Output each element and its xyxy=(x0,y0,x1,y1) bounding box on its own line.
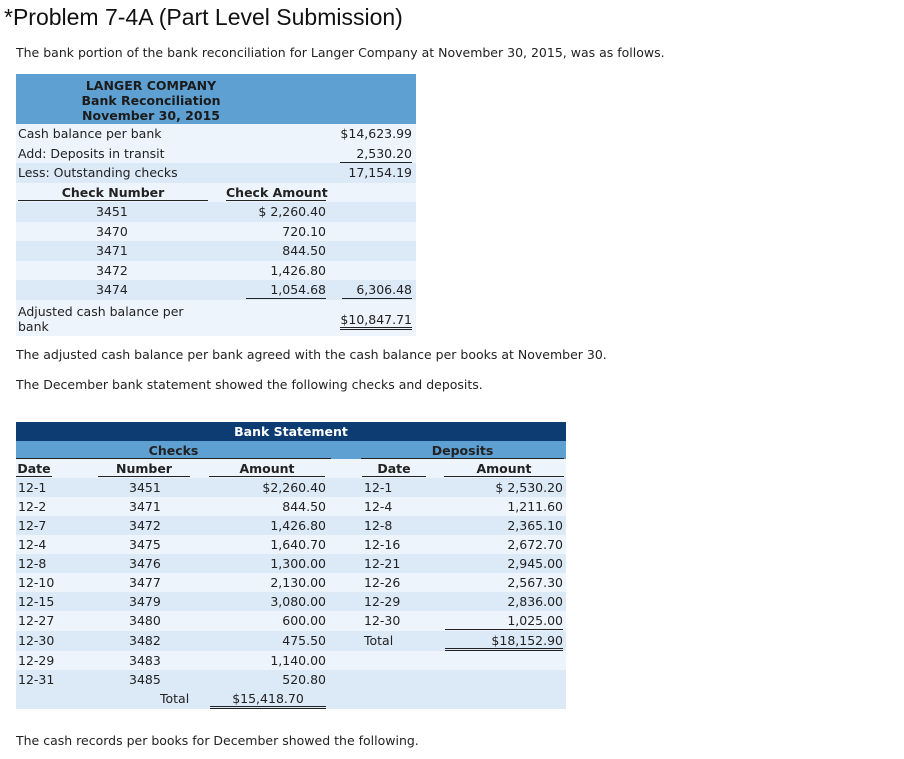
deposit-date: 12-29 xyxy=(364,594,401,609)
check-date: 12-31 xyxy=(18,672,55,687)
check-amount: 1,640.70 xyxy=(270,537,326,552)
bank-row xyxy=(16,573,566,592)
check-date: 12-2 xyxy=(18,499,47,514)
check-amount: 844.50 xyxy=(282,499,326,514)
cash-balance-value: $14,623.99 xyxy=(340,126,412,141)
bank-row xyxy=(16,478,566,497)
check-date: 12-4 xyxy=(18,537,47,552)
check-amount: 520.80 xyxy=(282,672,326,687)
deposit-date: Total xyxy=(364,633,394,648)
company-name: LANGER COMPANY xyxy=(85,78,217,93)
checks-total-value: $15,418.70 xyxy=(210,691,326,709)
check-amount: 600.00 xyxy=(282,613,326,628)
cash-balance-label: Cash balance per bank xyxy=(18,126,162,141)
check-amount-header: Check Amount xyxy=(226,184,328,200)
check-number: 3482 xyxy=(129,633,161,648)
col-deposit-amount-header: Amount xyxy=(444,461,564,477)
check-number: 3451 xyxy=(96,204,128,219)
bank-statement-title: Bank Statement xyxy=(16,422,566,441)
bank-row xyxy=(16,554,566,573)
checks-header-row xyxy=(16,183,416,203)
deposit-date: 12-21 xyxy=(364,556,401,571)
check-amount: 2,130.00 xyxy=(270,575,326,590)
deposit-amount: 2,836.00 xyxy=(507,594,563,609)
bank-row xyxy=(16,497,566,516)
adjusted-balance-value: $10,847.71 xyxy=(340,312,412,330)
col-date-header: Date xyxy=(17,461,51,476)
check-row xyxy=(16,280,416,300)
check-amount: 475.50 xyxy=(282,633,326,648)
bank-row xyxy=(16,631,566,651)
deposit-amount: 2,945.00 xyxy=(507,556,563,571)
check-date: 12-1 xyxy=(18,480,47,495)
checks-total-label: Total xyxy=(160,691,190,706)
deposit-amount: 1,025.00 xyxy=(445,613,563,630)
deposit-amount: 2,567.30 xyxy=(507,575,563,590)
outstanding-label: Less: Outstanding checks xyxy=(18,165,178,180)
check-date: 12-27 xyxy=(18,613,55,628)
check-amount: 844.50 xyxy=(282,243,326,258)
deposit-date: 12-8 xyxy=(364,518,393,533)
check-row xyxy=(16,261,416,281)
check-amount: 1,054.68 xyxy=(246,282,326,299)
reconciliation-header xyxy=(16,74,416,124)
deposit-amount: 1,211.60 xyxy=(507,499,563,514)
paragraph-cash-records: The cash records per books for December showed the following. xyxy=(16,733,419,748)
check-number: 3483 xyxy=(129,653,161,668)
check-number: 3472 xyxy=(129,518,161,533)
check-date: 12-8 xyxy=(18,556,47,571)
bank-row xyxy=(16,592,566,611)
deposit-amount: $18,152.90 xyxy=(445,633,563,651)
check-number: 3476 xyxy=(129,556,161,571)
check-date: 12-7 xyxy=(18,518,47,533)
check-date: 12-15 xyxy=(18,594,55,609)
adjusted-balance-row xyxy=(16,300,416,336)
check-row xyxy=(16,202,416,222)
check-number: 3471 xyxy=(129,499,161,514)
problem-title: *Problem 7-4A (Part Level Submission) xyxy=(4,4,403,30)
check-number: 3472 xyxy=(96,262,128,278)
bank-column-headers xyxy=(16,459,566,478)
bank-row xyxy=(16,535,566,554)
deposit-date: 12-30 xyxy=(364,613,401,628)
check-amount: 1,140.00 xyxy=(270,653,326,668)
check-amount: $2,260.40 xyxy=(262,480,326,495)
cash-balance-row xyxy=(16,124,416,144)
check-amount: 1,426.80 xyxy=(270,262,326,278)
deposit-date: 12-16 xyxy=(364,537,401,552)
check-number: 3471 xyxy=(96,243,128,258)
outstanding-row xyxy=(16,163,416,183)
paragraph-agreement: The adjusted cash balance per bank agreed with the cash balance per books at November 30. xyxy=(16,347,607,362)
subtotal-value: 17,154.19 xyxy=(348,165,412,180)
check-number-header: Check Number xyxy=(18,185,208,201)
deposit-date: 12-26 xyxy=(364,575,401,590)
bank-row xyxy=(16,611,566,631)
deposit-date: 12-4 xyxy=(364,499,393,514)
deposits-section-header: Deposits xyxy=(361,443,564,459)
adjusted-label-line2: bank xyxy=(18,318,49,334)
checks-section-header: Checks xyxy=(16,443,331,459)
check-number: 3477 xyxy=(129,575,161,590)
paragraph-december: The December bank statement showed the following checks and deposits. xyxy=(16,377,483,392)
checks-total-value: 6,306.48 xyxy=(342,282,412,299)
bank-row xyxy=(16,651,566,670)
col-amount-header: Amount xyxy=(209,461,325,477)
report-name: Bank Reconciliation xyxy=(81,93,221,108)
deposit-amount: $ 2,530.20 xyxy=(495,480,563,495)
deposits-value: 2,530.20 xyxy=(340,146,412,163)
check-date: 12-10 xyxy=(18,575,55,590)
check-number: 3474 xyxy=(96,282,128,297)
check-amount: 3,080.00 xyxy=(270,594,326,609)
check-date: 12-30 xyxy=(18,633,55,648)
bank-row xyxy=(16,516,566,535)
check-date: 12-29 xyxy=(18,653,55,668)
deposits-row xyxy=(16,144,416,164)
check-row xyxy=(16,241,416,261)
check-number: 3485 xyxy=(129,672,161,687)
check-number: 3475 xyxy=(129,537,161,552)
check-number: 3479 xyxy=(129,594,161,609)
bank-statement-sections xyxy=(16,441,566,459)
intro-text: The bank portion of the bank reconciliation for Langer Company at November 30, 2015, was as follows. xyxy=(16,45,665,60)
checks-total-row xyxy=(16,689,566,709)
deposits-label: Add: Deposits in transit xyxy=(18,145,165,161)
check-amount: 720.10 xyxy=(282,223,326,239)
check-row xyxy=(16,222,416,242)
col-number-header: Number xyxy=(98,461,190,477)
bank-row xyxy=(16,670,566,689)
adjusted-label-line1: Adjusted cash balance per xyxy=(18,303,184,319)
bank-reconciliation-table xyxy=(16,74,416,336)
deposit-amount: 2,672.70 xyxy=(507,537,563,552)
bank-rows xyxy=(16,478,566,689)
check-amount: 1,426.80 xyxy=(270,518,326,533)
check-amount: $ 2,260.40 xyxy=(258,204,326,219)
check-amount: 1,300.00 xyxy=(270,556,326,571)
deposit-date: 12-1 xyxy=(364,480,393,495)
check-number: 3470 xyxy=(96,223,128,239)
bank-statement-table xyxy=(16,422,566,709)
check-number: 3451 xyxy=(129,480,161,495)
deposit-amount: 2,365.10 xyxy=(507,518,563,533)
report-date: November 30, 2015 xyxy=(82,108,220,123)
check-number: 3480 xyxy=(129,613,161,628)
col-deposit-date-header: Date xyxy=(362,461,426,477)
